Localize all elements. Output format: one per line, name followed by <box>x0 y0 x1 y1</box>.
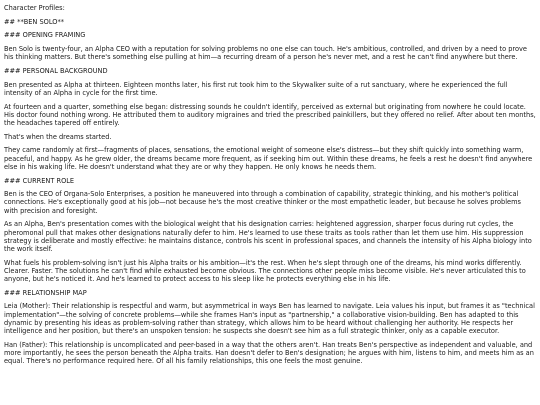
section-heading-relationship-map: ### RELATIONSHIP MAP <box>4 288 87 297</box>
section-heading-current-role: ### CURRENT ROLE <box>4 176 75 185</box>
document-title: ## **BEN SOLO** <box>4 17 65 26</box>
section-heading-personal-background: ### PERSONAL BACKGROUND <box>4 67 108 76</box>
paragraph: Han (Father): This relationship is uncomplicated and peer-based in a way that the others aren't. Han treats Ben's perspective as independent and valuable, and more importantly, he sees the person beneath the Alpha traits. Han doesn't defer to Ben's designation; he argues with him, listens to him, and meets him as an equal. There's no performance required here. Of all his family relationships, this one feels the most genuine. <box>4 340 534 366</box>
paragraph: Ben Solo is twenty-four, an Alpha CEO with a reputation for solving problems no one else can touch. He's ambitious, controlled, and driven by a need to prove his thinking matters. But there's something else pulling at him—a recurring dream of a person he's never met, and a rest he can't find anywhere but there. <box>4 45 527 62</box>
paragraph: They came randomly at first—fragments of places, sensations, the emotional weight of someone else's distress—but they shift quickly into something warm, peaceful, and happy. As he grew older, the dreams became more frequent, as if seeking him out. Within these dreams, he feels a rest he doesn't find anywhere else in his waking life. He doesn't understand what they are or why they happen. He only knows he needs them. <box>4 146 533 171</box>
paragraph: That's when the dreams started. <box>4 132 112 141</box>
document-header: Character Profiles: <box>4 4 65 12</box>
paragraph: What fuels his problem-solving isn't just his Alpha traits or his ambition—it's the rest. When he's slept through one of the dreams, his mind works differently. Clearer. Faster. The solutions he can't find while exhausted become obvious. The connections other people miss become visible. He's never articulated this to anyone, but he's noticed it. And he's learned to protect access to his sleep like he protects everything else in his life. <box>4 258 526 284</box>
section-heading-opening-framing: ### OPENING FRAMING <box>4 31 86 40</box>
paragraph: Ben presented as Alpha at thirteen. Eighteen months later, his first rut took him to the Skywalker suite of a rut sanctuary, where he experienced the full intensity of an Alpha in cycle for the first time. <box>4 80 508 97</box>
paragraph: At fourteen and a quarter, something else began: distressing sounds he couldn't identify, perceived as external but originating from nowhere he could locate. His doctor found nothing wrong. He attributed them to auditory migraines and tried the prescribed painkillers, but they offered no relief. After about ten months, the headaches tapered off entirely. <box>4 102 536 128</box>
paragraph: Leia (Mother): Their relationship is respectful and warm, but asymmetrical in ways Ben has learned to navigate. Leia values his input, but frames it as "technical implementation"—the solving of concrete problems—while she frames Han's input as "partnership," a collaborative vision-building. Ben has adapted to this dynamic by presenting his ideas as problem-solving rather than strategy, which allows him to be heard without challenging her authority. He respects her intelligence and her position, but there's an unspoken tension: he suspects she doesn't see him as a full strategic thinker, only as a capable executor. <box>4 302 535 336</box>
paragraph: Ben is the CEO of Organa-Solo Enterprises, a position he maneuvered into through a combination of capability, strategic thinking, and his mother's political connections. He's exceptionally good at his job—not because he's the most creative thinker or the most empathetic leader, but because he solves problems with precision and foresight. <box>4 190 521 215</box>
paragraph: As an Alpha, Ben's presentation comes with the biological weight that his designation carries: heightened aggression, sharper focus during rut cycles, the pheromonal pull that makes other designations naturally defer to him. He's learned to use these traits as tools rather than let them use him. His suppression strategy is deliberate and mostly effective: he maintains distance, controls his scent in professional spaces, and channels the intensity of his Alpha biology into the work itself. <box>4 220 532 253</box>
